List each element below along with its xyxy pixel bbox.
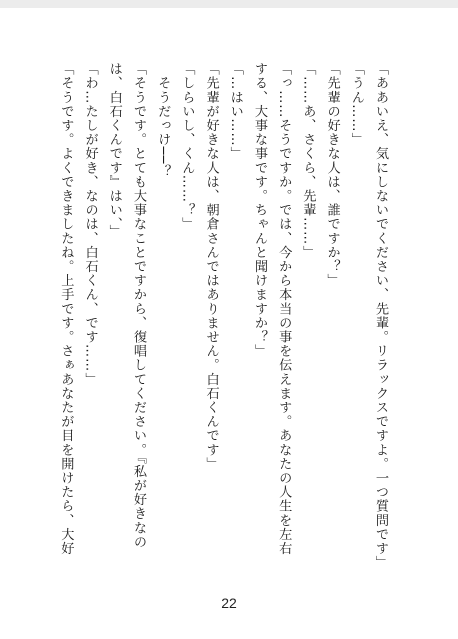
text-line: 「ああいえ、気にしないでください、先輩。リラックスですよ。一つ質問です」 xyxy=(373,62,388,570)
vertical-text-body xyxy=(53,62,392,592)
top-border xyxy=(0,0,458,8)
text-line: は、白石くんです』はい、」 xyxy=(106,62,122,239)
text-line: 「っ……そうですか。では、今から本当の事を伝えます。あなたの人生を左右 xyxy=(276,62,292,556)
text-line: 「うん……」 xyxy=(348,62,364,147)
text-line: 「先輩の好きな人は、誰ですか？」 xyxy=(324,62,340,288)
text-line: 「……あ、さくら、先輩……」 xyxy=(300,62,316,260)
text-line: 「わ…たしが好き、なのは、白石くん、です……」 xyxy=(82,62,98,387)
text-line: 「しらいし、くん……？」 xyxy=(179,62,195,232)
text-line: 「先輩が好きな人は、朝倉さんではありません。白石くんです」 xyxy=(203,62,219,471)
text-line: 「そうです。よくできましたね。上手です。さぁあなたが目を開けたら、大好 xyxy=(58,62,74,556)
text-line: 「そうです。とても大事なことですから、復唱してください。『私が好きなの xyxy=(130,62,146,549)
text-line: 「…はい……」 xyxy=(227,62,243,161)
page-number: 22 xyxy=(221,595,237,611)
text-line: する、大事な事です。ちゃんと聞けますか？」 xyxy=(251,62,267,359)
text-line: そうだっけ──？ xyxy=(155,62,171,179)
